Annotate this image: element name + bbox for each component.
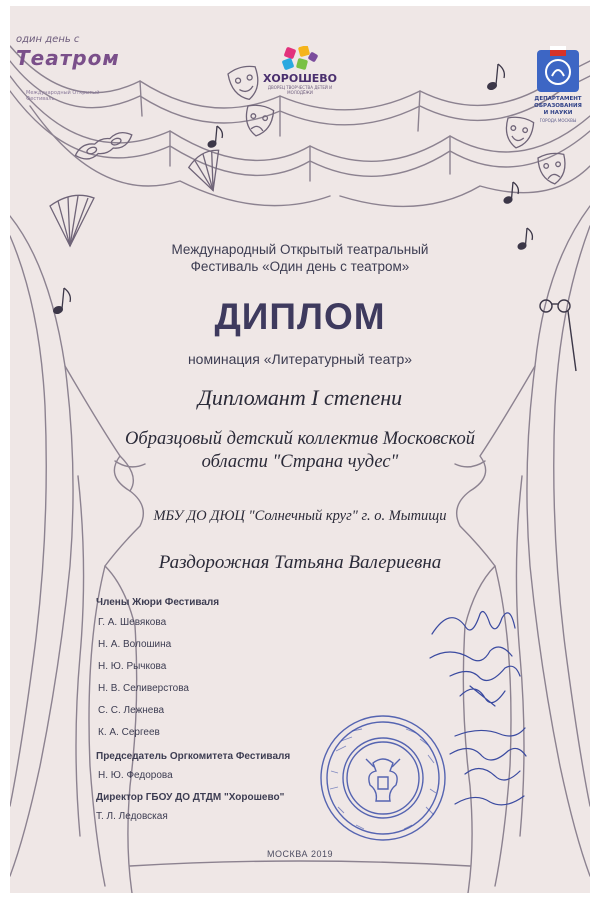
palace-logo-subtitle: ДВОРЕЦ ТВОРЧЕСТВА ДЕТЕЙ И МОЛОДЁЖИ	[267, 85, 333, 95]
festival-logo-tagline: Международный Открытый Фестиваль	[26, 90, 100, 102]
seal-stamp	[316, 711, 451, 846]
jury-member: Н. А. Волошина	[98, 639, 172, 650]
jury-list	[98, 617, 189, 749]
festival-heading-line-2: Фестиваль «Один день с театром»	[190, 259, 410, 274]
signature	[450, 666, 520, 680]
department-emblem-icon	[532, 46, 584, 94]
recipient-name: Раздорожная Татьяна Валериевна	[158, 552, 442, 573]
signature	[430, 647, 512, 661]
signature	[455, 728, 525, 736]
palace-logo	[255, 46, 345, 106]
music-note-icon	[207, 126, 222, 148]
collective-name	[10, 428, 590, 474]
chair-title: Председатель Оргкомитета Фестиваля	[96, 751, 291, 762]
diploma-title: ДИПЛОМ	[214, 296, 386, 337]
collective-name-line-1: Образцовый детский коллектив Московской	[125, 429, 475, 449]
festival-logo	[16, 34, 126, 104]
department-logo-city: ГОРОДА МОСКВЫ	[539, 118, 577, 123]
collective-name-line-2: области "Страна чудес"	[201, 452, 399, 472]
signature	[465, 768, 520, 780]
organization: МБУ ДО ДЮЦ "Солнечный круг" г. о. Мытищи	[153, 508, 447, 524]
department-logo-name: ДЕПАРТАМЕНТ ОБРАЗОВАНИЯ И НАУКИ	[534, 96, 582, 116]
music-note-icon	[487, 64, 505, 91]
jury-member: Н. В. Селиверстова	[98, 683, 189, 694]
diploma-page	[10, 6, 590, 893]
department-logo	[532, 46, 584, 131]
jury-member: Г. А. Шевякова	[98, 617, 167, 628]
festival-heading-line-1: Международный Открытый театральный	[171, 242, 429, 257]
director-name: Т. Л. Ледовская	[96, 811, 168, 822]
signature	[455, 796, 524, 805]
festival-heading	[10, 241, 590, 275]
jury-title: Члены Жюри Фестиваля	[96, 597, 220, 608]
mask-icon	[503, 115, 534, 150]
jury-member: Н. Ю. Рычкова	[98, 661, 167, 672]
jury-member: К. А. Сергеев	[98, 727, 160, 738]
nomination: номинация «Литературный театр»	[187, 351, 413, 367]
degree: Дипломант I степени	[197, 385, 403, 410]
director-title: Директор ГБОУ ДО ДТДМ "Хорошево"	[96, 792, 285, 803]
chair-name: Н. Ю. Федорова	[98, 770, 173, 781]
palace-emblem-icon	[255, 46, 345, 72]
signature	[432, 612, 515, 634]
mask-icon	[537, 152, 567, 186]
festival-logo-small-text: один день с	[16, 34, 80, 45]
signature	[450, 748, 526, 760]
festival-logo-text: Театром	[16, 46, 120, 70]
palace-logo-name: ХОРОШЕВО	[262, 72, 338, 85]
city-year: МОСКВА 2019	[267, 849, 333, 859]
signature	[460, 686, 505, 706]
fan-icon	[50, 195, 94, 246]
jury-member: С. С. Лежнева	[98, 705, 165, 716]
